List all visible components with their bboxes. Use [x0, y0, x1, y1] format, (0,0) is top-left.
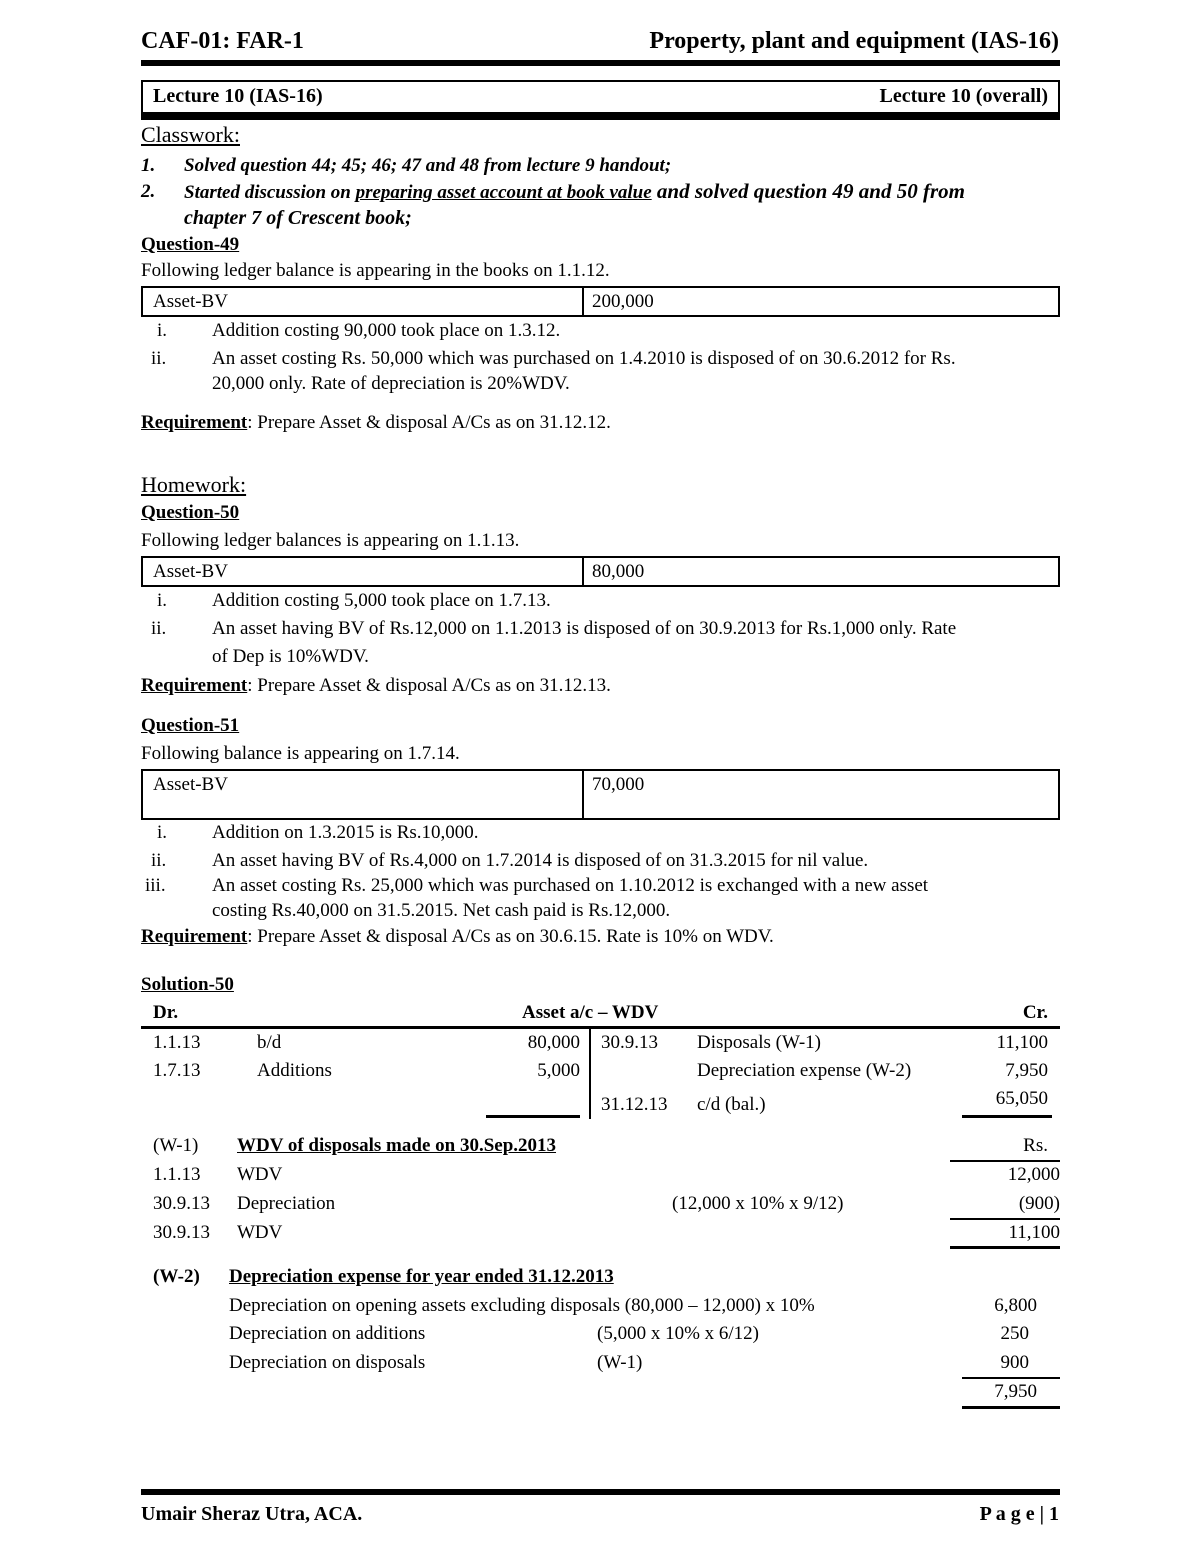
- lecture-overall: Lecture 10 (overall): [879, 85, 1048, 107]
- requirement-text: : Prepare Asset & disposal A/Cs as on 30.6.15. Rate is 10% on WDV.: [247, 926, 774, 947]
- requirement-label: Requirement: [141, 675, 248, 696]
- classwork-text-post: and solved question 49 and 50 from: [651, 179, 965, 203]
- footer-page-number: P a g e | 1: [979, 1503, 1059, 1525]
- question-49-requirement: [141, 412, 611, 434]
- classwork-item-text: Solved question 44; 45; 46; 47 and 48 from lecture 9 handout;: [184, 155, 672, 176]
- classwork-item-text: [184, 179, 965, 204]
- w1-header-rule: [950, 1160, 1060, 1162]
- w1-row-amount: 11,100: [1008, 1222, 1060, 1243]
- ledger-credit-amount: 7,950: [1005, 1060, 1048, 1081]
- ledger-cr-label: Cr.: [1022, 1002, 1048, 1023]
- w2-subtotal-rule: [962, 1377, 1060, 1379]
- list-num: iii.: [145, 875, 166, 896]
- list-num: ii.: [151, 348, 167, 369]
- footer-author: Umair Sheraz Utra, ACA.: [141, 1503, 363, 1525]
- classwork-item-num: 2.: [141, 181, 156, 202]
- question-51-balance-table: [141, 769, 1060, 820]
- w2-row-calc: (5,000 x 10% x 6/12): [597, 1323, 760, 1344]
- ledger-title: Asset a/c – WDV: [522, 1002, 659, 1023]
- ledger-center-rule: [589, 1029, 591, 1119]
- list-num: ii.: [151, 850, 167, 871]
- balance-value: 200,000: [592, 291, 654, 312]
- list-item: An asset costing Rs. 25,000 which was purchased on 1.10.2012 is exchanged with a new asset: [212, 875, 929, 896]
- classwork-item-num: 1.: [141, 155, 156, 176]
- w2-title: Depreciation expense for year ended 31.12.2013: [229, 1266, 614, 1287]
- w2-row-desc: Depreciation on additions: [229, 1323, 426, 1344]
- question-50-balance-table: [141, 556, 1060, 587]
- ledger-credit-date: 31.12.13: [601, 1094, 668, 1115]
- balance-value: 80,000: [592, 561, 645, 582]
- list-num: ii.: [151, 618, 167, 639]
- list-item-cont: 20,000 only. Rate of depreciation is 20%WDV.: [212, 373, 570, 394]
- w1-row-desc: Depreciation: [237, 1193, 336, 1214]
- ledger-credit-total-rule: [962, 1115, 1052, 1118]
- requirement-label: Requirement: [141, 926, 248, 947]
- ledger-debit-amount: 5,000: [537, 1060, 580, 1081]
- classwork-topic-link: preparing asset account at book value: [355, 182, 652, 203]
- list-num: i.: [157, 822, 168, 843]
- ledger-credit-amount: 65,050: [995, 1088, 1048, 1109]
- w1-total-rule: [950, 1246, 1060, 1249]
- lecture-rule: [141, 114, 1060, 120]
- w1-tag: (W-1): [153, 1135, 199, 1156]
- ledger-debit-date: 1.1.13: [153, 1032, 201, 1053]
- lecture-number: Lecture 10 (IAS-16): [153, 85, 323, 107]
- list-num: i.: [157, 320, 168, 341]
- classwork-item-text-cont: chapter 7 of Crescent book;: [184, 207, 412, 229]
- ledger-top-rule: [141, 1026, 1060, 1029]
- question-49-balance-table: [141, 286, 1060, 317]
- w1-row-desc: WDV: [237, 1222, 283, 1243]
- list-item-cont: costing Rs.40,000 on 31.5.2015. Net cash paid is Rs.12,000.: [212, 900, 671, 921]
- table-divider: [582, 771, 584, 818]
- w1-title: WDV of disposals made on 30.Sep.2013: [237, 1135, 557, 1156]
- question-50-requirement: [141, 675, 611, 697]
- w1-row-date: 30.9.13: [153, 1222, 210, 1243]
- w1-subtotal-rule: [950, 1218, 1060, 1220]
- question-51-title: Question-51: [141, 715, 240, 736]
- question-51-intro: Following balance is appearing on 1.7.14.: [141, 743, 460, 764]
- ledger-credit-desc: c/d (bal.): [697, 1094, 766, 1115]
- w1-row-date: 30.9.13: [153, 1193, 210, 1214]
- w2-row-calc: (W-1): [597, 1352, 643, 1373]
- balance-label: Asset-BV: [153, 774, 228, 795]
- ledger-credit-desc: Disposals (W-1): [697, 1032, 822, 1053]
- ledger-credit-desc: Depreciation expense (W-2): [697, 1060, 912, 1081]
- w1-row-amount: 12,000: [1007, 1164, 1060, 1185]
- requirement-text: : Prepare Asset & disposal A/Cs as on 31.12.13.: [247, 675, 611, 696]
- solution-50-title: Solution-50: [141, 974, 234, 995]
- ledger-debit-total-rule: [486, 1115, 580, 1118]
- ledger-debit-date: 1.7.13: [153, 1060, 201, 1081]
- question-49-title: Question-49: [141, 234, 240, 255]
- w2-total-rule: [962, 1406, 1060, 1409]
- list-item-cont: of Dep is 10%WDV.: [212, 646, 369, 667]
- w2-total: 7,950: [994, 1381, 1037, 1402]
- header-rule: [141, 60, 1060, 66]
- question-50-intro: Following ledger balances is appearing on 1.1.13.: [141, 530, 520, 551]
- question-51-requirement: [141, 926, 774, 948]
- homework-heading: Homework:: [141, 472, 247, 497]
- w2-row-desc: Depreciation on opening assets excluding disposals (80,000 – 12,000) x 10%: [229, 1295, 815, 1316]
- ledger-debit-desc: b/d: [257, 1032, 282, 1053]
- w1-row-desc: WDV: [237, 1164, 283, 1185]
- balance-label: Asset-BV: [153, 291, 228, 312]
- list-item: Addition costing 5,000 took place on 1.7.13.: [212, 590, 551, 611]
- w2-tag: (W-2): [153, 1266, 200, 1287]
- ledger-dr-label: Dr.: [153, 1002, 179, 1023]
- ledger-debit-amount: 80,000: [527, 1032, 580, 1053]
- list-item: Addition on 1.3.2015 is Rs.10,000.: [212, 822, 479, 843]
- requirement-label: Requirement: [141, 412, 248, 433]
- question-49-intro: Following ledger balance is appearing in the books on 1.1.12.: [141, 260, 610, 281]
- w2-row-amount: 250: [1000, 1323, 1029, 1344]
- balance-value: 70,000: [592, 774, 645, 795]
- classwork-heading: Classwork:: [141, 122, 240, 147]
- w1-row-amount: (900): [1018, 1193, 1060, 1214]
- ledger-debit-desc: Additions: [257, 1060, 332, 1081]
- header-topic: Property, plant and equipment (IAS-16): [649, 28, 1059, 54]
- list-item: An asset having BV of Rs.12,000 on 1.1.2013 is disposed of on 30.9.2013 for Rs.1,000 only. Rate: [212, 618, 957, 639]
- requirement-text: : Prepare Asset & disposal A/Cs as on 31.12.12.: [247, 412, 611, 433]
- balance-label: Asset-BV: [153, 561, 228, 582]
- list-item: An asset costing Rs. 50,000 which was purchased on 1.4.2010 is disposed of on 30.6.2012 for Rs.: [212, 348, 956, 369]
- w1-currency: Rs.: [1023, 1135, 1048, 1156]
- lecture-box: [141, 80, 1060, 114]
- w2-row-desc: Depreciation on disposals: [229, 1352, 426, 1373]
- question-50-title: Question-50: [141, 502, 240, 523]
- list-num: i.: [157, 590, 168, 611]
- table-divider: [582, 288, 584, 315]
- list-item: An asset having BV of Rs.4,000 on 1.7.2014 is disposed of on 31.3.2015 for nil value.: [212, 850, 869, 871]
- classwork-text-pre: Started discussion on: [184, 182, 356, 203]
- table-divider: [582, 558, 584, 585]
- header-course: CAF-01: FAR-1: [141, 28, 304, 54]
- ledger-credit-date: 30.9.13: [601, 1032, 658, 1053]
- w1-row-calc: (12,000 x 10% x 9/12): [672, 1193, 844, 1214]
- ledger-credit-amount: 11,100: [996, 1032, 1048, 1053]
- list-item: Addition costing 90,000 took place on 1.3.12.: [212, 320, 561, 341]
- footer-rule: [141, 1489, 1060, 1495]
- w2-row-amount: 900: [1000, 1352, 1029, 1373]
- w1-row-date: 1.1.13: [153, 1164, 201, 1185]
- w2-row-amount: 6,800: [994, 1295, 1037, 1316]
